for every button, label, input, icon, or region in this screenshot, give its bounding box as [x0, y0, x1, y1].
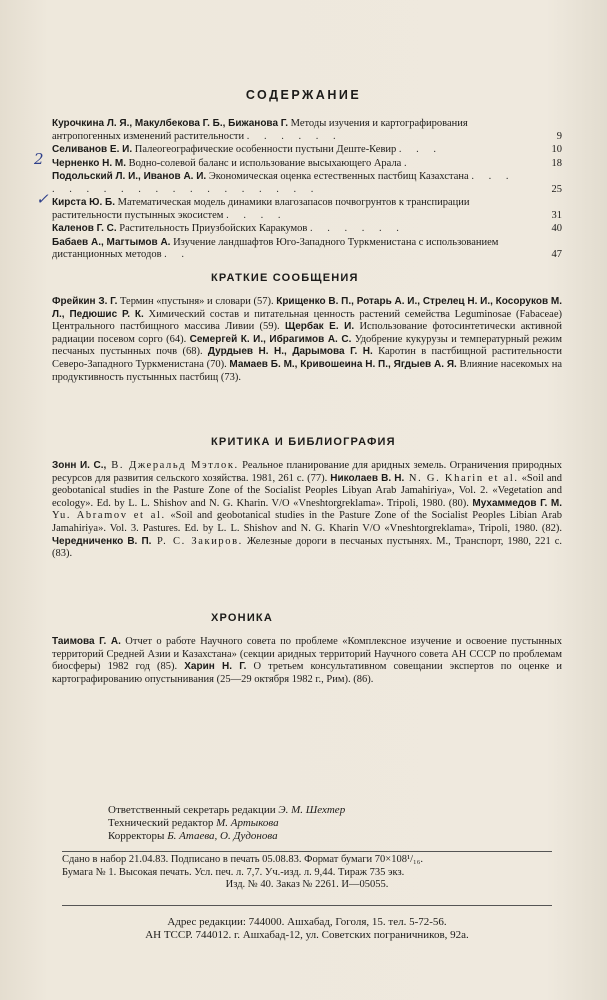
toc-entry [52, 223, 562, 236]
item-text: Химический состав и питательная ценность растений семейства Leguminosae (Fabaceae) Центрального пастбищного массива Ливии (59). [52, 308, 562, 333]
divider [62, 851, 552, 852]
item-text: Реальное планирование для аридных земель. Ограничения природных ресурсов для развития сельского хозяйства. 1981, 261 с. (77). [52, 460, 562, 484]
item-text: Отчет о работе Научного совета по проблеме «Комплексное изучение и освоение пустынных территорий Средней Азии и Казахстана» (секции аридных территорий Научного совета АН СССР по проблемам биосферы) 1982 год (85). [52, 636, 562, 673]
toc-entry [52, 118, 562, 143]
imprint-line: Изд. № 40. Заказ № 2261. И—05055. [225, 879, 389, 890]
credit-line [108, 804, 345, 817]
item-text: Использование фотосинтетически активной радиации посевом сорго (64). [52, 321, 563, 345]
toc-page: 40 [551, 223, 562, 234]
toc-entry [52, 171, 562, 196]
toc-authors: Селиванов Е. И. [52, 144, 133, 155]
imprint-line: Сдано в набор 21.04.83. Подписано в печать 05.08.83. Формат бумаги 70×108¹/₁₆. [62, 854, 423, 865]
toc-authors: Кирста Ю. Б. [52, 197, 115, 208]
chronicle-text [52, 636, 562, 686]
toc-page: 18 [551, 157, 562, 169]
toc-authors: Подольский Л. И., Иванов А. И. [52, 171, 207, 182]
item-text: Влияние насекомых на продуктивность пустынных пастбищ (73). [52, 358, 562, 383]
item-authors: Семергей К. И., Ибрагимов А. С. [189, 333, 352, 345]
credit-role: Ответственный секретарь редакции [108, 804, 276, 816]
short-communications-text [52, 296, 562, 384]
dot-leader: . [403, 157, 413, 169]
toc-authors: Черненко Н. М. [52, 157, 126, 169]
toc-entry [52, 237, 562, 262]
imprint [62, 854, 552, 892]
credit-role: Корректоры [108, 830, 165, 842]
dot-leader: . . . . [226, 209, 287, 221]
address-line: АН ТССР. 744012. г. Ашхабад-12, ул. Советских пограничников, 92а. [145, 929, 469, 941]
item-spaced-author: В. Джеральд Мэтлок. [106, 460, 239, 471]
toc-title: Палеогеографические особенности пустыни Деште-Кевир [134, 144, 397, 155]
dot-leader: . . . . . . [246, 130, 342, 142]
item-authors: Щербак Е. И. [285, 321, 355, 333]
credit-name: Э. М. Шехтер [278, 804, 346, 816]
table-of-contents [52, 118, 562, 263]
dot-leader: . . . [398, 144, 443, 155]
dot-leader: . . [164, 249, 191, 260]
toc-page: 47 [551, 249, 562, 260]
section-title-chronicle: ХРОНИКА [211, 612, 273, 624]
item-authors: Крищенко В. П., Ротарь А. И., Стрелец Н. И., Косоруков М. Л., Педюшис Р. К. [52, 296, 562, 320]
toc-title: Изучение ландшафтов Юго-Западного Туркменистана с использованием дистанционных методов [52, 236, 499, 260]
handwritten-check: ✓ [36, 190, 49, 208]
section-title-short: КРАТКИЕ СООБЩЕНИЯ [211, 272, 359, 284]
critique-text [52, 460, 562, 561]
toc-title: Математическая модель динамики влагозапасов почвогрунтов к транспирации растительности пустынных экосистем [52, 197, 470, 221]
item-authors: Мамаев Б. М., Кривошеина Н. П., Ягдыев А. Я. [229, 358, 457, 370]
toc-authors: Каленов Г. С. [52, 223, 117, 234]
toc-authors: Курочкина Л. Я., Макулбекова Г. Б., Бижанова Г. [52, 118, 288, 129]
item-authors: Таимова Г. А. [52, 636, 121, 647]
toc-page: 31 [551, 209, 562, 221]
credit-line [108, 830, 345, 843]
item-authors: Чередниченко В. П. [52, 535, 152, 547]
toc-title: Экономическая оценка естественных пастбищ Казахстана [208, 171, 469, 182]
item-text: «Soil and geobotanical studies in the Pasture Zone of the Socialist Peoples Libyan Arab Jamahiriya», Vol. 2. «Vegetation and ecology». Ed. by L. L. Shishov and N. G. Kharin. V/O «Vneshtorgreklama». Tripoli, 1980. (80). [52, 472, 563, 509]
toc-authors: Бабаев А., Магтымов А. [52, 236, 171, 248]
item-authors: Дурдыев Н. Н., Дарымова Г. Н. [207, 346, 373, 358]
section-title-critique: КРИТИКА И БИБЛИОГРАФИЯ [211, 436, 396, 448]
toc-page: 9 [556, 130, 562, 142]
item-authors: Мухаммедов Г. М. [472, 497, 562, 509]
divider [62, 905, 552, 906]
item-authors: Харин Н. Г. [184, 661, 247, 673]
item-text: Термин «пустыня» и словари (57). [117, 296, 277, 307]
toc-title: Растительность Приузбойских Каракумов [119, 223, 308, 234]
toc-title: Методы изучения и картографирования антропогенных изменений растительности [52, 118, 468, 142]
contents-title: СОДЕРЖАНИЕ [245, 88, 362, 102]
editorial-credits [108, 804, 345, 843]
dot-leader: . . . . . . [309, 223, 405, 234]
item-text: Каротин в пастбищной растительности Северо-Западного Туркменистана (70). [52, 346, 562, 370]
item-authors: Зонн И. С., [52, 460, 107, 471]
credit-name: М. Артыкова [216, 817, 279, 829]
credit-name: Б. Атаева, О. Дудонова [167, 830, 278, 842]
editorial-address [62, 916, 552, 942]
item-text: О третьем консультативном совещании экспертов по оценке и картографированию опустынивания (25—29 октября 1982 г., Рим). (86). [52, 661, 562, 685]
item-authors: Фрейкин З. Г. [52, 296, 118, 307]
imprint-line: Бумага № 1. Высокая печать. Усл. печ. л. 7,7. Уч.-изд. л. 9,44. Тираж 735 экз. [62, 866, 405, 878]
address-line: Адрес редакции: 744000. Ашхабад, Гоголя, 15. тел. 5-72-56. [167, 916, 447, 928]
item-spaced-author: Yu. Abramov et al. [52, 510, 166, 522]
toc-title: Водно-солевой баланс и использование высыхающего Арала [128, 157, 402, 169]
item-spaced-author: Р. С. Закиров. [151, 535, 243, 547]
item-text: «Soil and geobotanical studies in the Pasture Zone of the Socialist Peoples Libian Arab Jamahiriya». Vol. 3. Pastures. Ed. by L. L. Shishov and N. G. Kharin V/O «Vneshtorgreklama», Tripoli, 1980. (82). [52, 510, 562, 534]
credit-role: Технический редактор [108, 817, 214, 829]
toc-page: 10 [551, 144, 562, 155]
toc-page: 25 [551, 183, 562, 195]
item-authors: Николаев В. Н. [330, 472, 405, 484]
handwritten-mark: 2 [34, 150, 44, 168]
item-text: Удобрение кукурузы и температурный режим песчаных пустынных почв (68). [52, 333, 563, 358]
credit-line [108, 817, 345, 830]
item-spaced-author: N. G. Kharin et al. [404, 472, 519, 484]
item-text: Железные дороги в песчаных пустынях. М., Транспорт, 1980, 221 с. (83). [52, 535, 562, 560]
toc-entry [52, 144, 562, 157]
toc-entry [52, 158, 562, 171]
dot-leader: . . . . . . . . . . . . . . . . . . . [52, 171, 515, 195]
toc-entry [52, 197, 562, 222]
